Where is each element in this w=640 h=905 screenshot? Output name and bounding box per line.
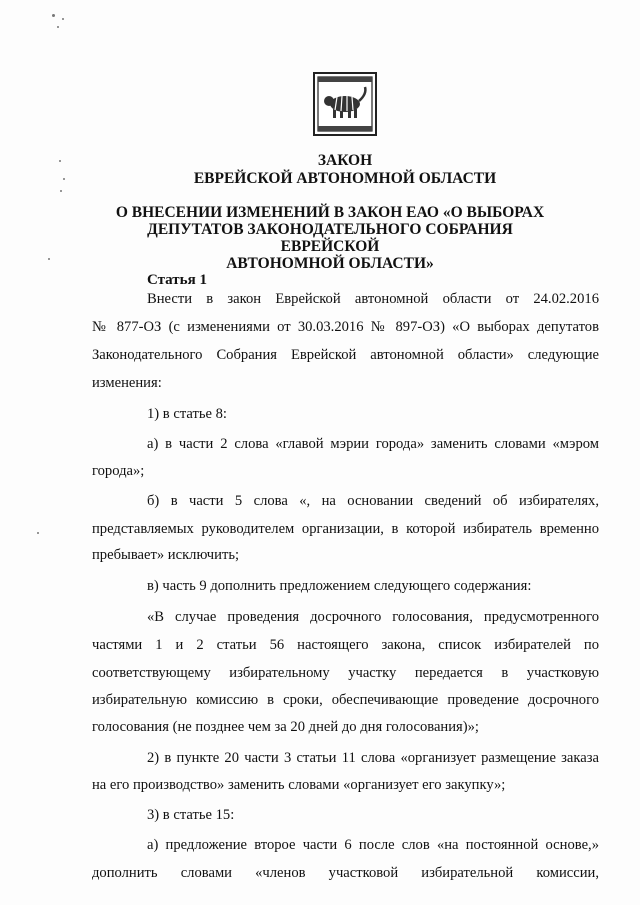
subtitle-line: ДЕПУТАТОВ ЗАКОНОДАТЕЛЬНОГО СОБРАНИЯ ЕВРЕЙСКОЙ [147,221,513,255]
body-line: изменения: [92,375,162,391]
body-line: 3) в статье 15: [147,807,235,823]
document-subtitle [100,204,560,272]
body-line: а) в части 2 слова «главой мэрии города» заменить словами «мэром [147,436,599,452]
subtitle-line: АВТОНОМНОЙ ОБЛАСТИ» [226,255,434,272]
body-line: № 877-ОЗ (с изменениями от 30.03.2016 № 897-ОЗ) «О выборах депутатов [92,319,599,335]
body-line: города»; [92,463,145,479]
coat-of-arms-icon [313,72,377,136]
body-line: в) часть 9 дополнить предложением следующего содержания: [147,578,532,594]
scan-speck [60,190,62,192]
body-line: соответствующему избирательному участку передается в участковую [92,665,599,681]
subtitle-line: О ВНЕСЕНИИ ИЗМЕНЕНИЙ В ЗАКОН ЕАО «О ВЫБОРАХ [115,204,545,221]
body-line: представляемых руководителем организации, в которой избиратель временно [92,521,599,537]
document-region: ЕВРЕЙСКОЙ АВТОНОМНОЙ ОБЛАСТИ [193,170,497,187]
scan-speck [57,26,59,28]
scan-speck [62,18,64,20]
body-line: частями 1 и 2 статьи 56 настоящего закона, список избирателей по [92,637,599,653]
scan-speck [37,532,39,534]
body-line: а) предложение второе части 6 после слов «на постоянной основе,» [147,837,599,853]
scan-speck [48,258,50,260]
body-line: б) в части 5 слова «, на основании сведений об избирателях, [147,493,599,509]
body-line: голосования (не позднее чем за 20 дней до дня голосования)»; [92,719,479,735]
body-line: дополнить словами «членов участковой избирательной комиссии, [92,865,599,881]
body-line: на его производство» заменить словами «организует его закупку»; [92,777,506,793]
body-line: пребывает» исключить; [92,547,240,563]
document-title: ЗАКОН [317,152,373,169]
body-line: «В случае проведения досрочного голосования, предусмотренного [147,609,599,625]
body-line: Внести в закон Еврейской автономной области от 24.02.2016 [147,291,599,307]
scan-speck [52,14,55,17]
body-line: избирательную комиссию в сроки, обеспечивающие проведение досрочного [92,692,599,708]
body-line: 2) в пункте 20 части 3 статьи 11 слова «организует размещение заказа [147,750,599,766]
body-line: 1) в статье 8: [147,406,227,422]
body-line: Законодательного Собрания Еврейской автономной области» следующие [92,347,599,363]
article-title: Статья 1 [147,272,207,288]
